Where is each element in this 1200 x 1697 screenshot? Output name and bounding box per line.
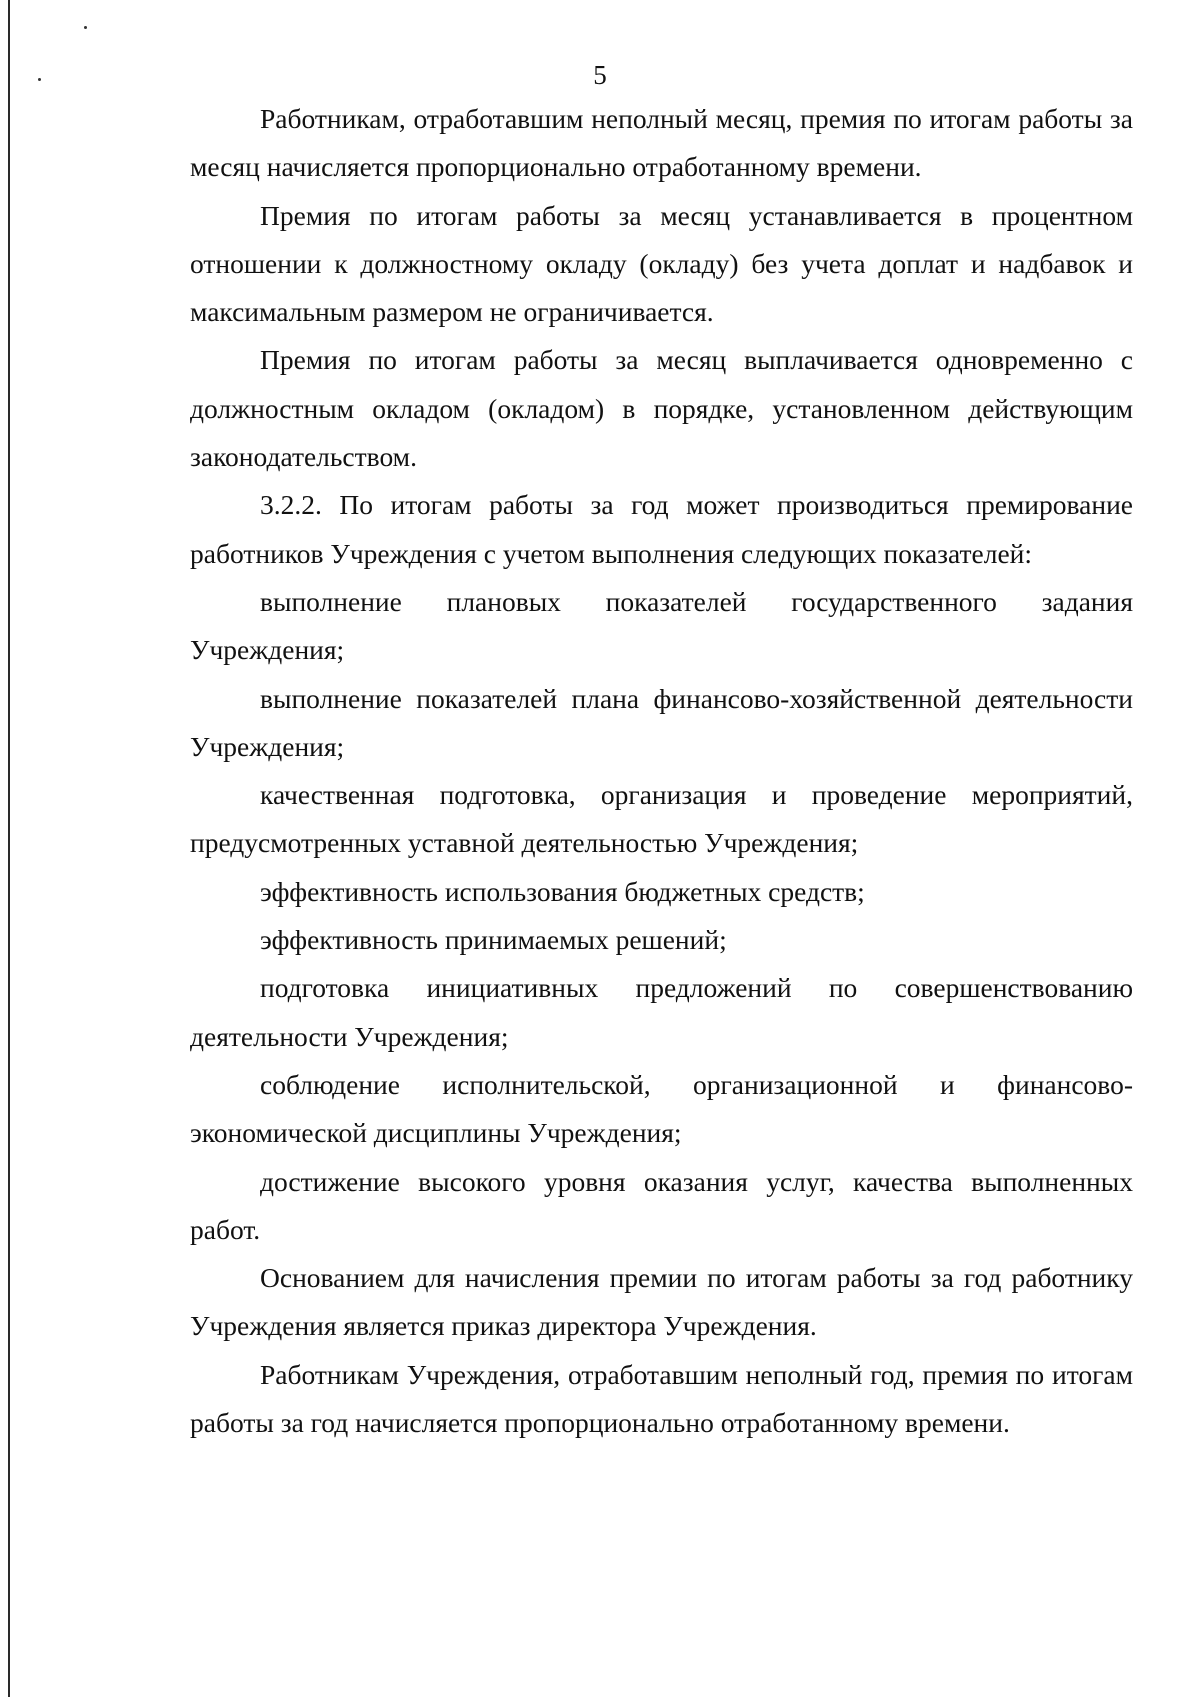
list-item: эффективность использования бюджетных средств; xyxy=(260,875,865,907)
list-item: подготовка инициативных предложений по совершенствованию деятельности Учреждения; xyxy=(190,972,1133,1052)
document-body xyxy=(190,95,1133,1447)
scan-speck xyxy=(84,26,87,29)
list-item: соблюдение исполнительской, организационной и финансово-экономической дисциплины Учреждения; xyxy=(190,1068,1133,1149)
list-item: эффективность принимаемых решений; xyxy=(260,924,727,956)
paragraph: Премия по итогам работы за месяц устанавливается в процентном отношении к должностному окладу (окладу) без учета доплат и надбавок и максимальным размером не ограничивается. xyxy=(190,199,1133,328)
paragraph: 3.2.2. По итогам работы за год может производиться премирование работников Учреждения с учетом выполнения следующих показателей: xyxy=(190,489,1133,569)
list-item: выполнение показателей плана финансово-хозяйственной деятельности Учреждения; xyxy=(190,682,1133,762)
paragraph: Работникам Учреждения, отработавшим неполный год, премия по итогам работы за год начисляется пропорционально отработанному времени. xyxy=(190,1358,1133,1439)
page-number: 5 xyxy=(593,60,607,90)
list-item: качественная подготовка, организация и проведение мероприятий, предусмотренных уставной деятельностью Учреждения; xyxy=(190,779,1133,859)
list-item: выполнение плановых показателей государственного задания Учреждения; xyxy=(190,585,1133,666)
paragraph: Работникам, отработавшим неполный месяц, премия по итогам работы за месяц начисляется пропорционально отработанному времени. xyxy=(190,103,1133,183)
scan-edge-line xyxy=(8,0,10,1697)
paragraph: Основанием для начисления премии по итогам работы за год работнику Учреждения является приказ директора Учреждения. xyxy=(190,1262,1133,1342)
list-item: достижение высокого уровня оказания услуг, качества выполненных работ. xyxy=(190,1165,1133,1245)
paragraph: Премия по итогам работы за месяц выплачивается одновременно с должностным окладом (окладом) в порядке, установленном действующим законодательством. xyxy=(190,344,1133,473)
